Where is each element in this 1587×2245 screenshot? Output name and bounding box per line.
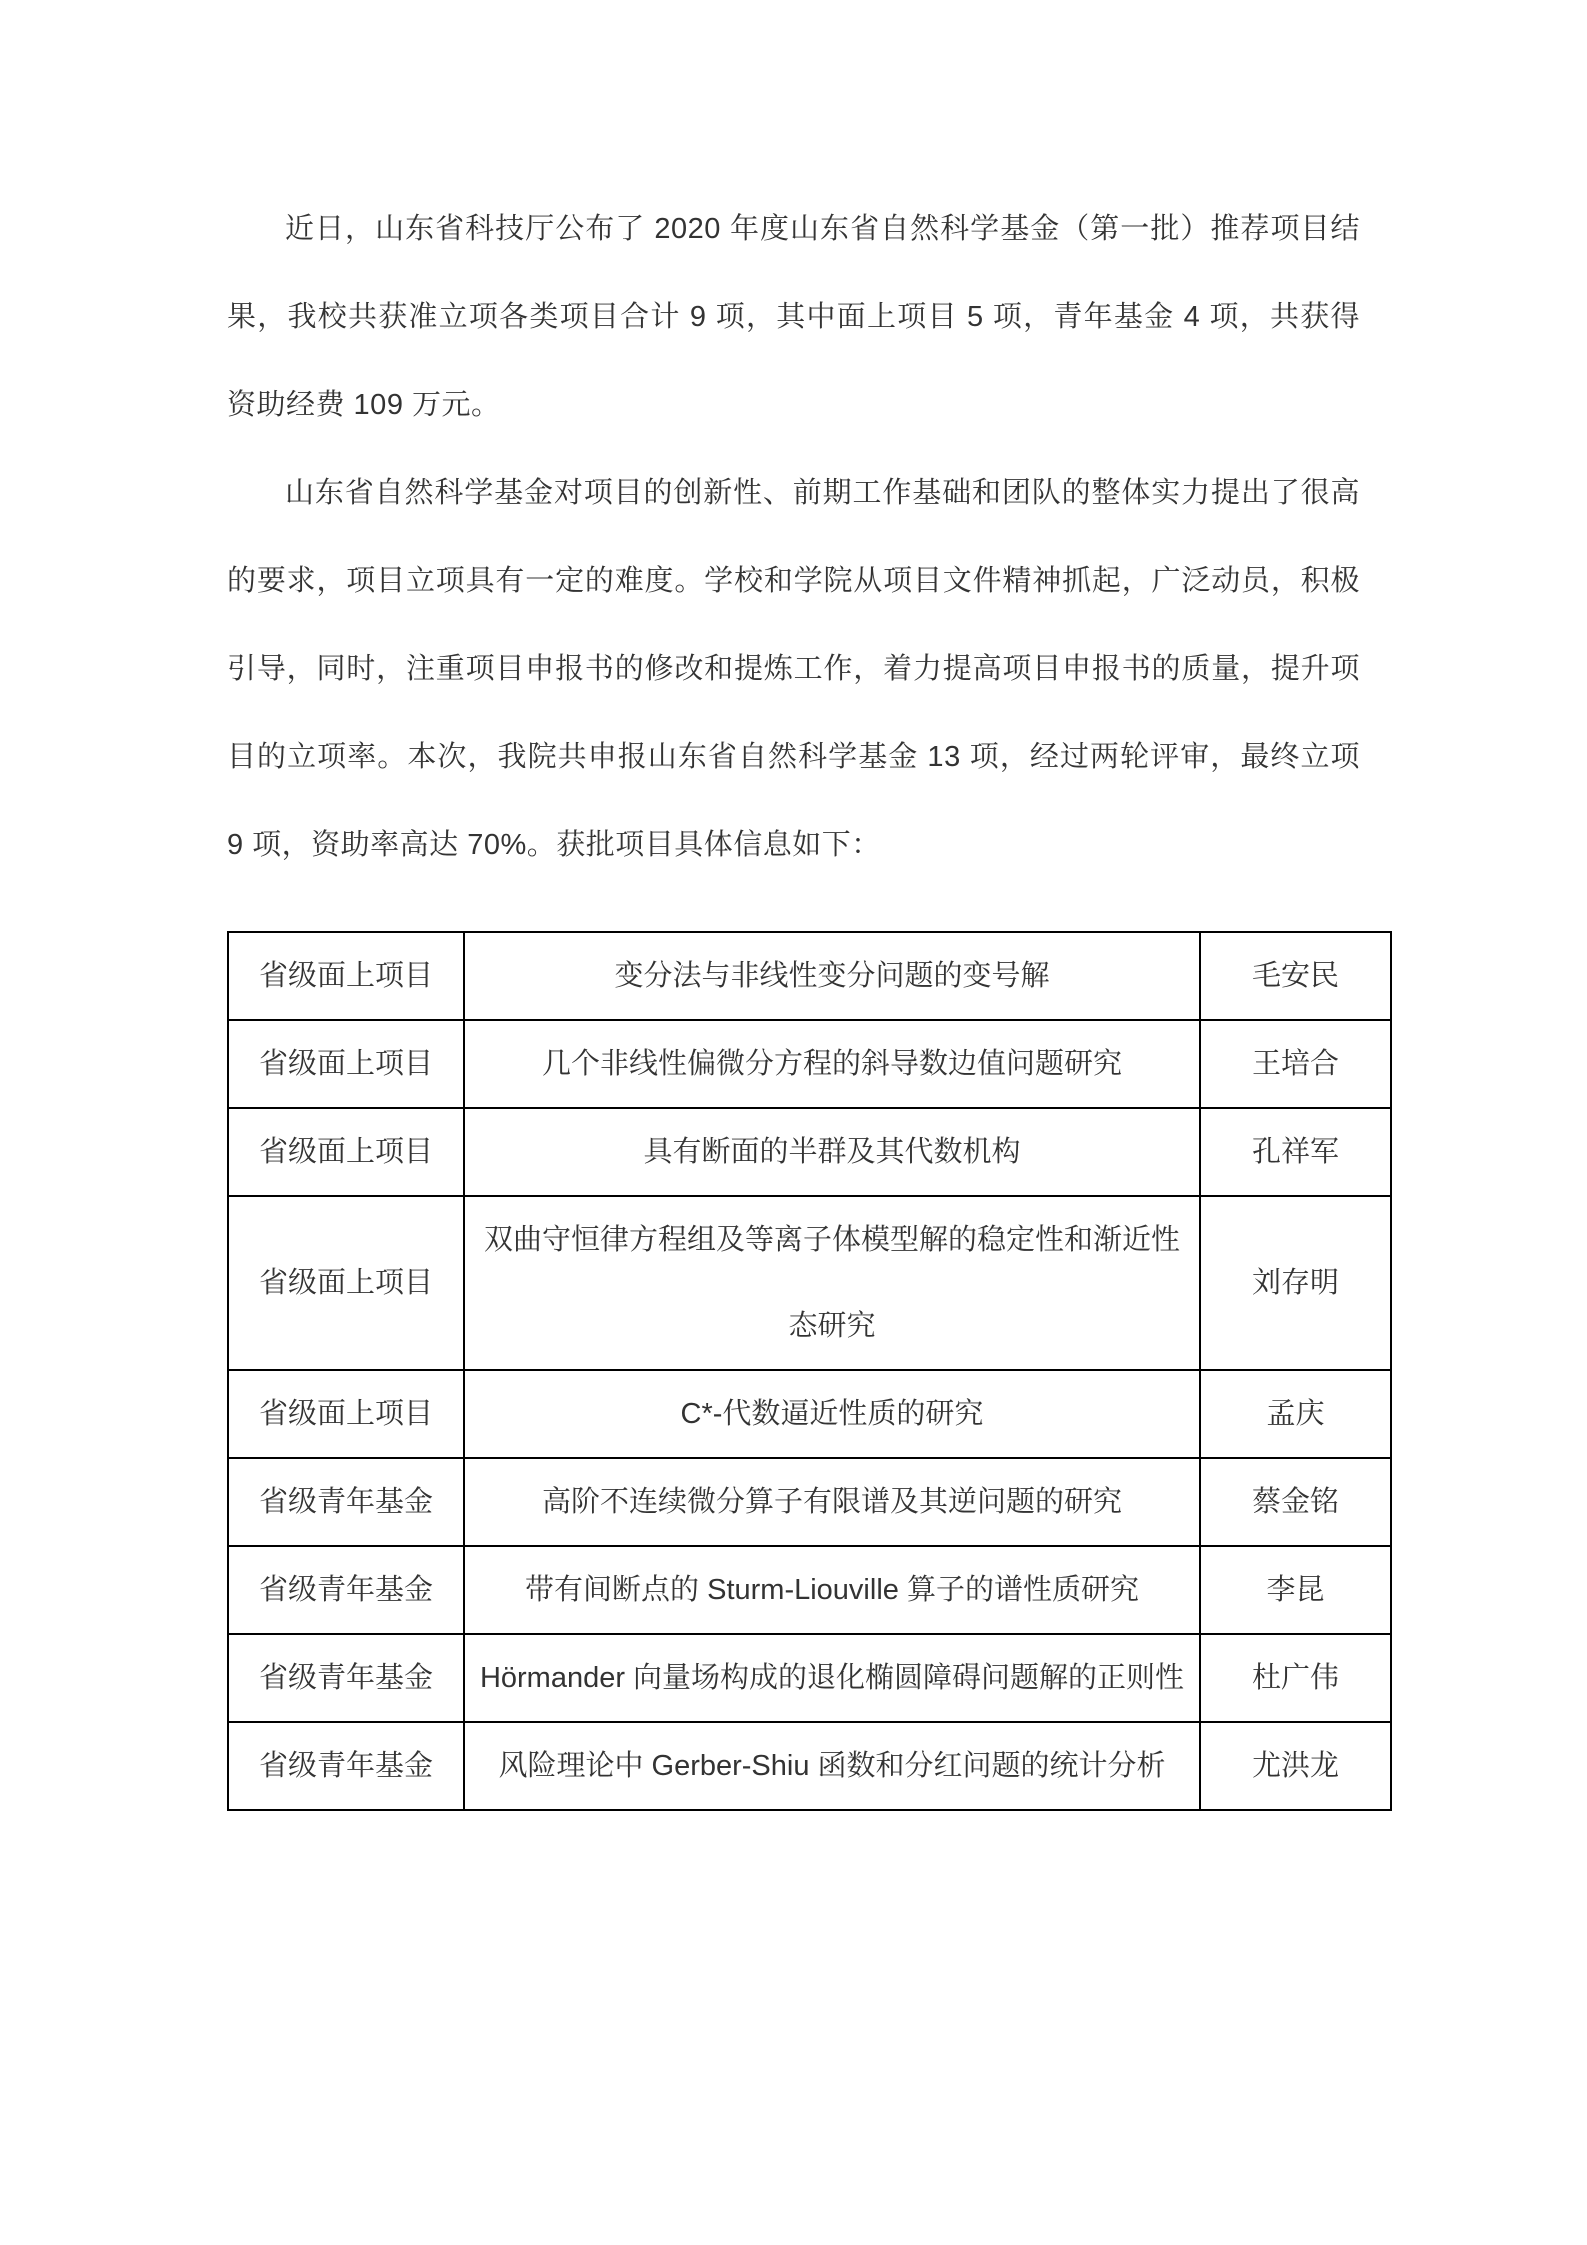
project-title-cell: 几个非线性偏微分方程的斜导数边值问题研究 xyxy=(464,1020,1200,1108)
paragraph-details: 山东省自然科学基金对项目的创新性、前期工作基础和团队的整体实力提出了很高的要求，项目立项具有一定的难度。学校和学院从项目文件精神抓起，广泛动员，积极引导，同时，注重项目申报书的修改和提炼工作，着力提高项目申报书的质量，提升项目的立项率。本次，我院共申报山东省自然科学基金 13 项，经过两轮评审，最终立项 9 项，资助率高达 70%。获批项目具体信息如下： xyxy=(227,477,1360,861)
table-row xyxy=(228,932,1391,1020)
project-category-cell: 省级青年基金 xyxy=(228,1546,464,1634)
project-person-cell: 毛安民 xyxy=(1200,932,1391,1020)
table-row xyxy=(228,1546,1391,1634)
paragraph-intro: 近日，山东省科技厅公布了 2020 年度山东省自然科学基金（第一批）推荐项目结果，我校共获准立项各类项目合计 9 项，其中面上项目 5 项，青年基金 4 项，共获得资助经费 109 万元。 xyxy=(227,213,1360,421)
table-row xyxy=(228,1370,1391,1458)
project-person-cell: 蔡金铭 xyxy=(1200,1458,1391,1546)
table-row xyxy=(228,1458,1391,1546)
project-category-cell: 省级面上项目 xyxy=(228,1108,464,1196)
project-title-cell: 风险理论中 Gerber-Shiu 函数和分红问题的统计分析 xyxy=(464,1722,1200,1810)
project-category-cell: 省级面上项目 xyxy=(228,1196,464,1370)
project-person-cell: 刘存明 xyxy=(1200,1196,1391,1370)
project-person-cell: 李昆 xyxy=(1200,1546,1391,1634)
project-title-cell: 具有断面的半群及其代数机构 xyxy=(464,1108,1200,1196)
projects-table-body xyxy=(228,932,1391,1810)
project-person-cell: 杜广伟 xyxy=(1200,1634,1391,1722)
project-title-cell: C*-代数逼近性质的研究 xyxy=(464,1370,1200,1458)
table-row xyxy=(228,1020,1391,1108)
project-person-cell: 孟庆 xyxy=(1200,1370,1391,1458)
project-person-cell: 尤洪龙 xyxy=(1200,1722,1391,1810)
project-title-cell: 带有间断点的 Sturm-Liouville 算子的谱性质研究 xyxy=(464,1546,1200,1634)
table-row xyxy=(228,1108,1391,1196)
project-category-cell: 省级面上项目 xyxy=(228,932,464,1020)
table-row xyxy=(228,1722,1391,1810)
project-person-cell: 王培合 xyxy=(1200,1020,1391,1108)
project-category-cell: 省级面上项目 xyxy=(228,1020,464,1108)
table-row xyxy=(228,1196,1391,1370)
projects-table xyxy=(227,931,1392,1811)
project-person-cell: 孔祥军 xyxy=(1200,1108,1391,1196)
project-category-cell: 省级青年基金 xyxy=(228,1722,464,1810)
project-title-cell: 双曲守恒律方程组及等离子体模型解的稳定性和渐近性态研究 xyxy=(464,1196,1200,1370)
project-title-cell: 变分法与非线性变分问题的变号解 xyxy=(464,932,1200,1020)
table-row xyxy=(228,1634,1391,1722)
document-content xyxy=(227,185,1360,1811)
project-category-cell: 省级面上项目 xyxy=(228,1370,464,1458)
project-title-cell: 高阶不连续微分算子有限谱及其逆问题的研究 xyxy=(464,1458,1200,1546)
project-category-cell: 省级青年基金 xyxy=(228,1634,464,1722)
project-title-cell: Hörmander 向量场构成的退化椭圆障碍问题解的正则性 xyxy=(464,1634,1200,1722)
project-category-cell: 省级青年基金 xyxy=(228,1458,464,1546)
